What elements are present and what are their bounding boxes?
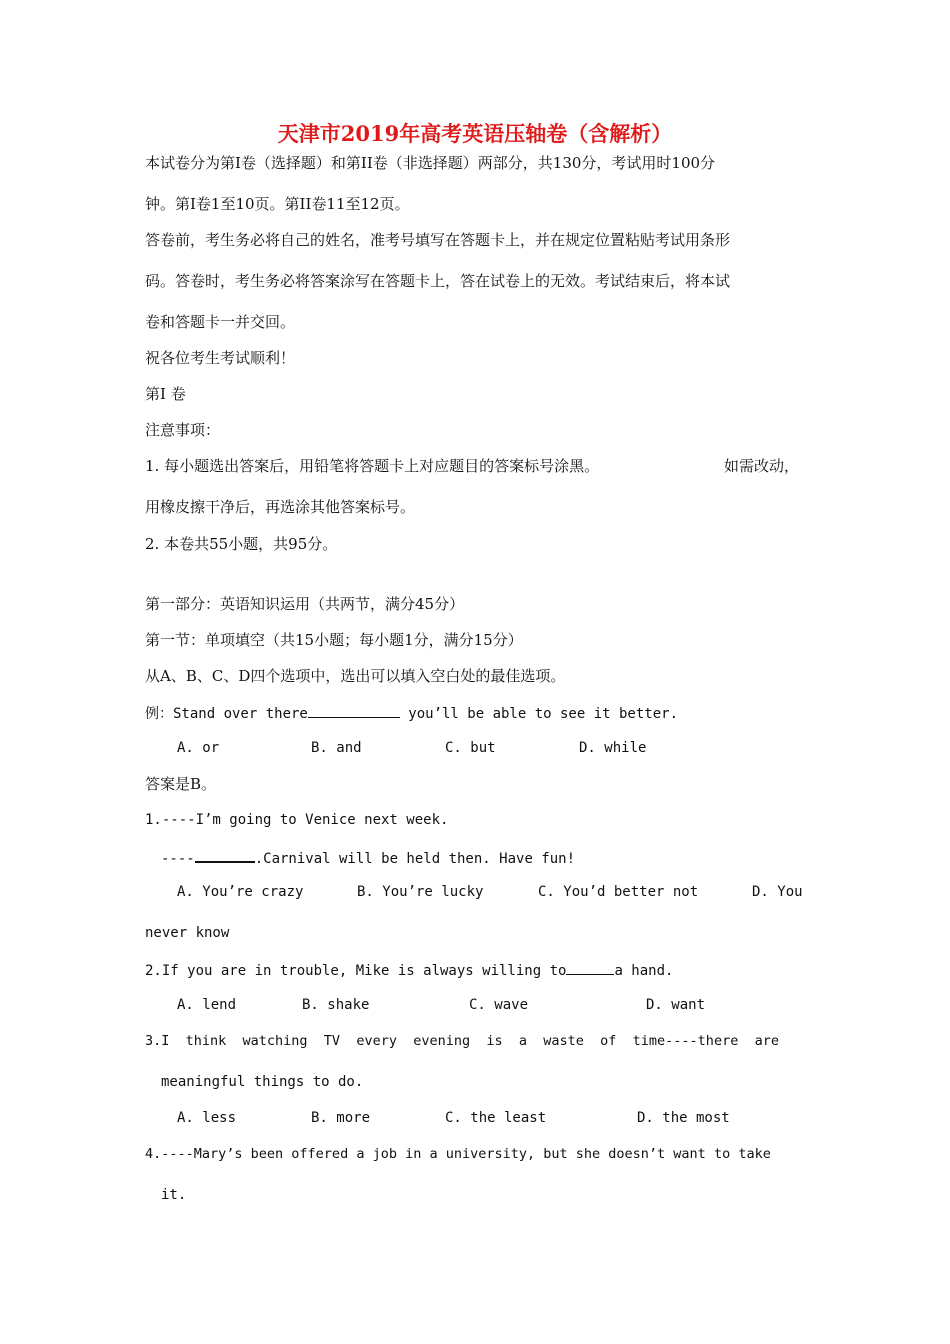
question-2-option-d: D. want (646, 997, 706, 1013)
example-blank (308, 703, 400, 718)
question-1-dash: ---- (161, 851, 195, 867)
question-3-line-1: 3.I think watching TV every evening is a waste of time----there are (145, 1033, 779, 1049)
note-1-wrap: 用橡皮擦干净后，再选涂其他答案标号。 (145, 498, 416, 516)
instruction-line: 从A、B、C、D四个选项中，选出可以填入空白处的最佳选项。 (145, 667, 566, 685)
example-answer: 答案是B。 (145, 775, 217, 793)
question-3-option-a: A. less (177, 1110, 237, 1126)
question-1-option-c: C. You’d better not (538, 884, 699, 900)
example-option-b: B. and (311, 740, 362, 756)
part-1-heading: 第一部分：英语知识运用（共两节，满分45分） (145, 595, 465, 613)
question-2-option-c: C. wave (469, 997, 529, 1013)
question-3-option-c: C. the least (445, 1110, 547, 1126)
question-3-option-d: D. the most (637, 1110, 730, 1126)
question-4-line-2: it. (161, 1187, 187, 1203)
question-2-stem-start: 2.If you are in trouble, Mike is always willing to (145, 963, 567, 979)
example-stem-end: you’ll be able to see it better. (399, 706, 679, 722)
question-2-option-a: A. lend (177, 997, 237, 1013)
intro-line-3: 答卷前，考生务必将自己的姓名，准考号填写在答题卡上，并在规定位置粘贴考试用条形 (145, 231, 731, 249)
question-1-line-1: 1.----I’m going to Venice next week. (145, 812, 449, 828)
question-2-blank (566, 960, 614, 975)
question-1-option-d-wrap: never know (145, 925, 230, 941)
intro-line-2: 钟。第I卷1至10页。第II卷11至12页。 (145, 195, 410, 213)
note-1: 1. 每小题选出答案后，用铅笔将答题卡上对应题目的答案标号涂黑。 (145, 457, 600, 475)
question-1-line-2 (161, 847, 575, 868)
question-2-option-b: B. shake (302, 997, 370, 1013)
question-2-stem-end: a hand. (614, 963, 674, 979)
document-title: 天津市2019年高考英语压轴卷（含解析） (277, 121, 673, 146)
question-2-line-1 (145, 960, 673, 980)
example-stem-start: 例：Stand over there (145, 706, 308, 722)
note-1-continued: 如需改动， (724, 457, 800, 475)
question-1-option-b: B. You’re lucky (357, 884, 484, 900)
question-1-option-a: A. You’re crazy (177, 884, 304, 900)
question-4-line-1: 4.----Mary’s been offered a job in a university, but she doesn’t want to take (145, 1146, 771, 1162)
question-1-stem-end: .Carnival will be held then. Have fun! (254, 851, 576, 867)
question-1-option-d: D. You (752, 884, 803, 900)
example-stem (145, 703, 678, 723)
volume-heading: 第I 卷 (145, 385, 186, 403)
section-1-heading: 第一节：单项填空（共15小题；每小题1分，满分15分） (145, 631, 523, 649)
intro-line-1: 本试卷分为第I卷（选择题）和第II卷（非选择题）两部分，共130分，考试用时100分 (145, 154, 716, 172)
example-option-c: C. but (445, 740, 496, 756)
question-3-line-2: meaningful things to do. (161, 1074, 364, 1090)
notes-heading: 注意事项： (145, 421, 221, 439)
example-option-d: D. while (579, 740, 647, 756)
example-option-a: A. or (177, 740, 220, 756)
question-1-blank (195, 847, 255, 863)
intro-line-5: 卷和答题卡一并交回。 (145, 313, 296, 331)
note-2: 2. 本卷共55小题，共95分。 (145, 535, 338, 553)
wish-line: 祝各位考生考试顺利！ (145, 349, 296, 367)
question-3-option-b: B. more (311, 1110, 371, 1126)
intro-line-4: 码。答卷时，考生务必将答案涂写在答题卡上，答在试卷上的无效。考试结束后，将本试 (145, 272, 731, 290)
